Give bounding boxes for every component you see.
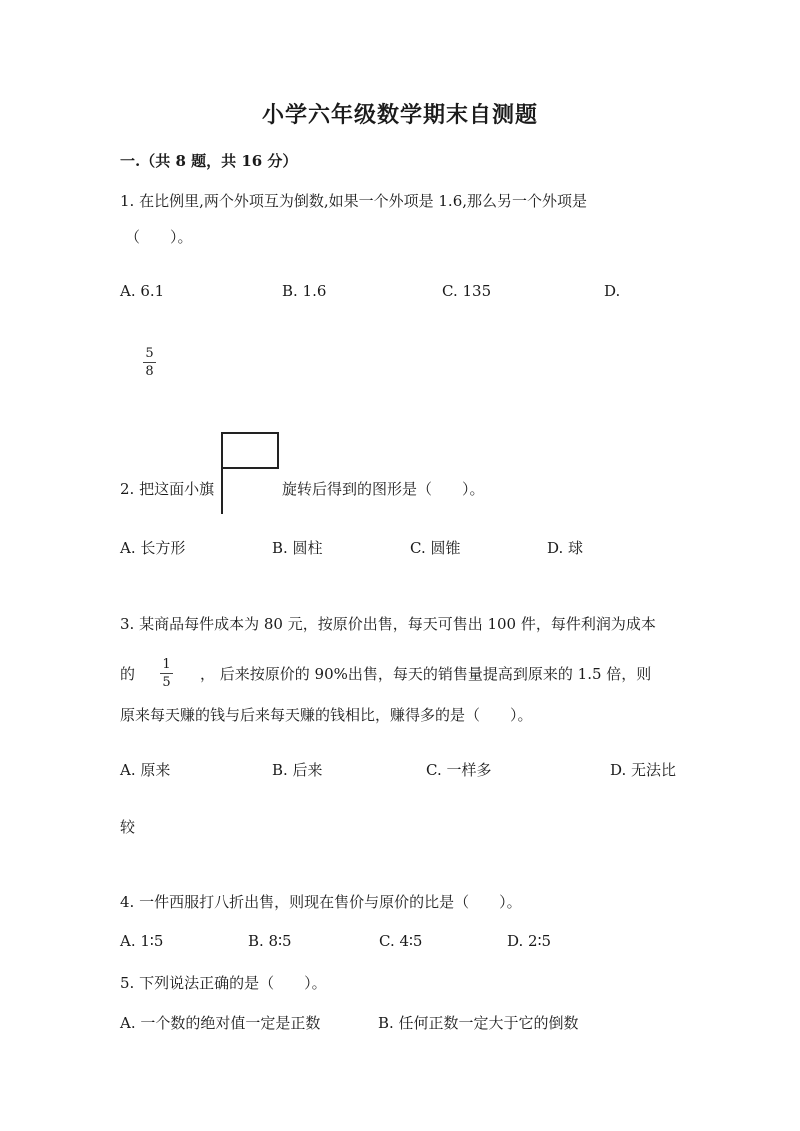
q5-option-a: A. 一个数的绝对值一定是正数	[120, 1014, 321, 1032]
q2-option-c: C. 圆锥	[410, 539, 461, 557]
q5-text: 5. 下列说法正确的是（ ）。	[120, 974, 327, 992]
fraction-denominator: 5	[162, 675, 171, 690]
fraction-bar	[160, 673, 173, 674]
q1-option-b: B. 1.6	[282, 282, 327, 300]
fraction-denominator: 8	[145, 364, 154, 379]
q3-line2-end: ， 后来按原价的 90%出售，每天的销售量提高到原来的 1.5 倍，则	[200, 665, 652, 683]
q4-option-b: B. 8∶5	[248, 932, 292, 950]
q1-option-c: C. 135	[442, 282, 492, 300]
q2-text-after: 旋转后得到的图形是（ ）。	[282, 480, 485, 498]
q3-fraction	[160, 657, 173, 690]
flag-figure	[219, 432, 281, 514]
fraction-numerator: 5	[145, 346, 154, 361]
q4-option-d: D. 2∶5	[507, 932, 552, 950]
q1-text-line1: 1. 在比例里,两个外项互为倒数,如果一个外项是 1.6,那么另一个外项是	[120, 192, 588, 210]
q3-option-c: C. 一样多	[426, 761, 492, 779]
fraction-bar	[143, 362, 156, 363]
q1-option-d: D.	[604, 282, 621, 300]
q2-option-a: A. 长方形	[120, 539, 186, 557]
page-title: 小学六年级数学期末自测题	[261, 102, 538, 128]
q3-option-d: D. 无法比	[610, 761, 677, 779]
q3-option-a: A. 原来	[120, 761, 171, 779]
q3-line2-start: 的	[120, 665, 136, 683]
q4-option-a: A. 1∶5	[120, 932, 164, 950]
q4-text: 4. 一件西服打八折出售，则现在售价与原价的比是（ ）。	[120, 893, 522, 911]
q4-option-c: C. 4∶5	[379, 932, 423, 950]
q3-option-d-wrap: 较	[120, 818, 136, 836]
q2-option-d: D. 球	[547, 539, 584, 557]
q3-line3: 原来每天赚的钱与后来每天赚的钱相比，赚得多的是（ ）。	[120, 706, 533, 724]
q1-option-d-fraction	[143, 346, 156, 379]
q5-option-b: B. 任何正数一定大于它的倒数	[378, 1014, 579, 1032]
q3-option-b: B. 后来	[272, 761, 323, 779]
q1-text-line2: （ ）。	[125, 228, 193, 246]
q3-line1: 3. 某商品每件成本为 80 元，按原价出售，每天可售出 100 件，每件利润为成本	[120, 615, 656, 633]
q2-text-before: 2. 把这面小旗	[120, 480, 215, 498]
fraction-numerator: 1	[162, 657, 171, 672]
q1-option-a: A. 6.1	[120, 282, 165, 300]
section-heading: 一.（共 8 题，共 16 分）	[120, 152, 298, 170]
q2-option-b: B. 圆柱	[272, 539, 323, 557]
